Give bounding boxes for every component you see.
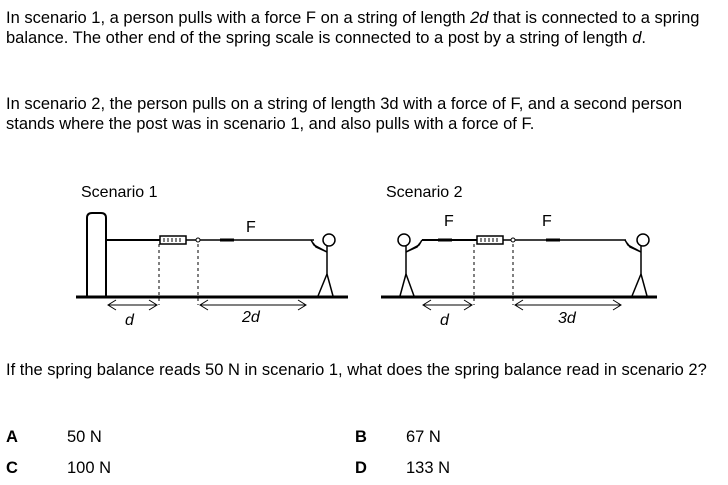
length-label-d: d — [440, 312, 449, 329]
force-label-left: F — [444, 213, 454, 230]
option-c-letter[interactable]: C — [6, 459, 18, 477]
scenario2-diagram — [381, 213, 657, 329]
stick-person-icon — [311, 234, 335, 296]
text-segment: . — [641, 29, 646, 47]
option-b-letter[interactable]: B — [355, 428, 367, 446]
spring-balance-diagram — [0, 175, 728, 335]
option-d-letter[interactable]: D — [355, 459, 367, 477]
scenario1-title: Scenario 1 — [81, 184, 158, 201]
italic-d: d — [632, 29, 642, 47]
force-label-right: F — [542, 213, 552, 230]
length-label-d: d — [125, 312, 134, 329]
stick-person-icon — [625, 234, 649, 296]
scenario2-title: Scenario 2 — [386, 184, 463, 201]
option-d-text[interactable]: 133 N — [406, 459, 451, 477]
italic-2d: 2d — [470, 9, 489, 27]
length-label-2d: 2d — [242, 309, 260, 326]
post-icon — [87, 213, 106, 297]
option-a-text[interactable]: 50 N — [67, 428, 102, 446]
stick-person-icon — [398, 234, 422, 296]
question-text: If the spring balance reads 50 N in scenario 1, what does the spring balance read in scenario 2? — [6, 361, 707, 379]
scenario1-description — [6, 8, 722, 48]
scenario1-diagram — [76, 213, 348, 329]
option-a-letter[interactable]: A — [6, 428, 18, 446]
length-label-3d: 3d — [558, 310, 576, 327]
text-segment: In scenario 1, a person pulls with a force F on a string of length — [6, 9, 471, 27]
option-c-text[interactable]: 100 N — [67, 459, 112, 477]
scenario2-description: In scenario 2, the person pulls on a string of length 3d with a force of F, and a second person stands where the post was in scenario 1, and also pulls with a force of F. — [6, 95, 683, 133]
option-b-text[interactable]: 67 N — [406, 428, 441, 446]
hook-icon — [196, 238, 200, 242]
hook-icon — [511, 238, 515, 242]
text-segment: that is connected to a spring balance. The other end of the spring scale is connected to a post by a string of length — [6, 9, 700, 47]
force-label: F — [246, 219, 256, 236]
